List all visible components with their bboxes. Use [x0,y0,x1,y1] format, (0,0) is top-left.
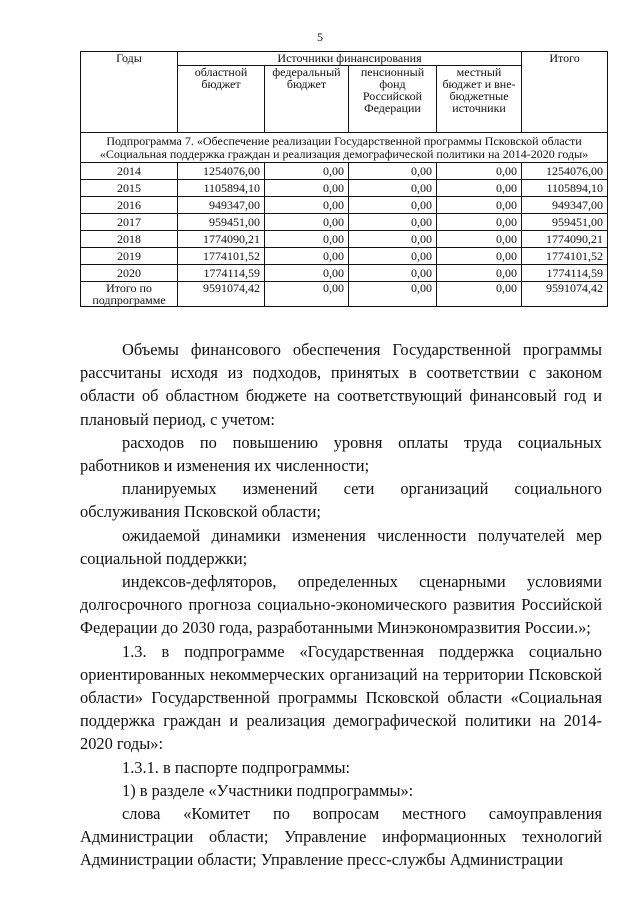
cell-year: 2019 [81,248,178,265]
cell-federal: 0,00 [265,282,349,307]
cell-regional: 1774090,21 [178,231,265,248]
cell-local: 0,00 [437,180,522,197]
table-row [81,248,608,265]
cell-federal: 0,00 [265,180,349,197]
cell-local: 0,00 [437,282,522,307]
cell-local: 0,00 [437,197,522,214]
subprogram-title: Подпрограмма 7. «Обеспечение реализации Государственной программы Псковской области «Социальная поддержка граждан и реализация демографической политики на 2014-2020 годы» [81,133,608,163]
cell-year: 2020 [81,265,178,282]
cell-total: 1254076,00 [522,163,608,180]
cell-total: 1774101,52 [522,248,608,265]
paragraph: 1.3.1. в паспорте подпрограммы: [122,757,351,777]
cell-regional: 9591074,42 [178,282,265,307]
paragraph: слова «Комитет по вопросам местного самоуправления Администрации области; Управление информационных технологий Администрации области; Управление пресс-службы Администрации [80,804,602,870]
cell-total: 959451,00 [522,214,608,231]
cell-pension: 0,00 [349,163,437,180]
paragraph: планируемых изменений сети организаций социального обслуживания Псковской области; [80,479,602,522]
cell-year: 2018 [81,231,178,248]
table-row [81,163,608,180]
cell-regional: 1105894,10 [178,180,265,197]
cell-total: 1105894,10 [522,180,608,197]
header-pension-fund: пенсионный фонд Российской Федерации [349,66,437,133]
cell-total: 9591074,42 [522,282,608,307]
cell-pension: 0,00 [349,214,437,231]
cell-regional: 1774101,52 [178,248,265,265]
cell-federal: 0,00 [265,197,349,214]
header-total: Итого [522,52,608,133]
cell-local: 0,00 [437,248,522,265]
cell-federal: 0,00 [265,214,349,231]
cell-pension: 0,00 [349,265,437,282]
cell-pension: 0,00 [349,282,437,307]
cell-year: 2015 [81,180,178,197]
cell-pension: 0,00 [349,231,437,248]
header-local-budget: местный бюджет и вне-бюджетные источники [437,66,522,133]
cell-year: 2017 [81,214,178,231]
table-row [81,214,608,231]
cell-pension: 0,00 [349,248,437,265]
table-row [81,265,608,282]
cell-regional: 1774114,59 [178,265,265,282]
cell-regional: 1254076,00 [178,163,265,180]
document-body [80,338,602,872]
table-total-row [81,282,608,307]
paragraph: 1) в разделе «Участники подпрограммы»: [122,780,414,800]
cell-federal: 0,00 [265,265,349,282]
table-row [81,180,608,197]
header-regional-budget: областной бюджет [178,66,265,133]
cell-local: 0,00 [437,214,522,231]
cell-local: 0,00 [437,163,522,180]
cell-pension: 0,00 [349,197,437,214]
cell-federal: 0,00 [265,163,349,180]
paragraph: 1.3. в подпрограмме «Государственная поддержка социально ориентированных некоммерческих организаций на территории Псковской области» Государственной программы Псковской области «Социальная поддержка граждан и реализация демографической политики на 2014-2020 годы»: [80,641,602,754]
paragraph: индексов-дефляторов, определенных сценарными условиями долгосрочного прогноза социально-экономического развития Российской Федерации до 2030 года, разработанными Минэкономразвития России.»; [80,572,602,638]
cell-federal: 0,00 [265,231,349,248]
header-federal-budget: федеральный бюджет [265,66,349,133]
cell-total: 1774114,59 [522,265,608,282]
cell-pension: 0,00 [349,180,437,197]
cell-total: 949347,00 [522,197,608,214]
financing-table [80,51,608,307]
cell-federal: 0,00 [265,248,349,265]
cell-local: 0,00 [437,265,522,282]
cell-year: 2016 [81,197,178,214]
paragraph: расходов по повышению уровня оплаты труда социальных работников и изменения их численности; [80,432,602,476]
header-sources: Источники финансирования [178,52,522,66]
paragraph: Объемы финансового обеспечения Государственной программы рассчитаны исходя из подходов, принятых в соответствии с законом области об областном бюджете на соответствующий финансовый год и плановый период, с учетом: [80,340,602,429]
table-row [81,197,608,214]
cell-year: 2014 [81,163,178,180]
cell-total-label: Итого по подпрограмме [81,282,178,307]
page-number: 5 [317,30,323,44]
header-years: Годы [81,52,178,133]
cell-regional: 949347,00 [178,197,265,214]
cell-regional: 959451,00 [178,214,265,231]
table-row [81,231,608,248]
paragraph: ожидаемой динамики изменения численности получателей мер социальной поддержки; [80,525,602,568]
cell-total: 1774090,21 [522,231,608,248]
cell-local: 0,00 [437,231,522,248]
